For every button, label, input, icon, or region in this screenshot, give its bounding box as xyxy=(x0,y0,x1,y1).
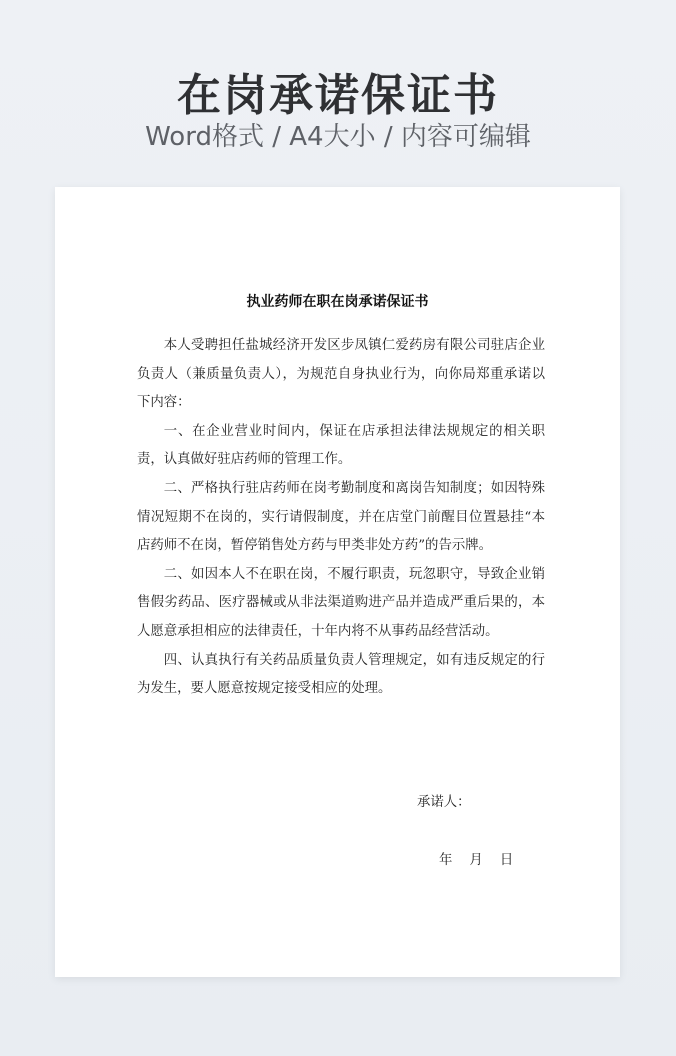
document-title: 执业药师在职在岗承诺保证书 xyxy=(246,294,429,310)
date-line: 年 月 日 xyxy=(439,853,514,868)
paragraph-intro: 本人受聘担任盐城经济开发区步凤镇仁爱药房有限公司驻店企业负责人（兼质量负责人），为规范自身执业行为，向你局郑重承诺以下内容： xyxy=(137,338,545,411)
paragraph-item-2: 二、严格执行驻店药师在岗考勤制度和离岗告知制度；如因特殊情况短期不在岗的，实行请假制度，并在店堂门前醒目位置悬挂“本店药师不在岗，暂停销售处方药与甲类非处方药”的告示牌。 xyxy=(137,480,545,554)
document-page xyxy=(55,187,620,977)
page-subtitle: Word格式 / A4大小 / 内容可编辑 xyxy=(145,122,531,152)
signature-label: 承诺人： xyxy=(417,795,471,810)
paragraph-item-1: 一、在企业营业时间内，保证在店承担法律法规规定的相关职责，认真做好驻店药师的管理工作。 xyxy=(137,423,545,468)
page-title: 在岗承诺保证书 xyxy=(177,70,499,121)
document-body xyxy=(137,332,545,704)
paragraph-item-4: 四、认真执行有关药品质量负责人管理规定，如有违反规定的行为发生，要人愿意按规定接受相应的处理。 xyxy=(137,652,545,697)
paragraph-item-3: 二、如因本人不在职在岗，不履行职责，玩忽职守，导致企业销售假劣药品、医疗器械或从非法渠道购进产品并造成严重后果的，本人愿意承担相应的法律责任，十年内将不从事药品经营活动。 xyxy=(137,566,545,639)
